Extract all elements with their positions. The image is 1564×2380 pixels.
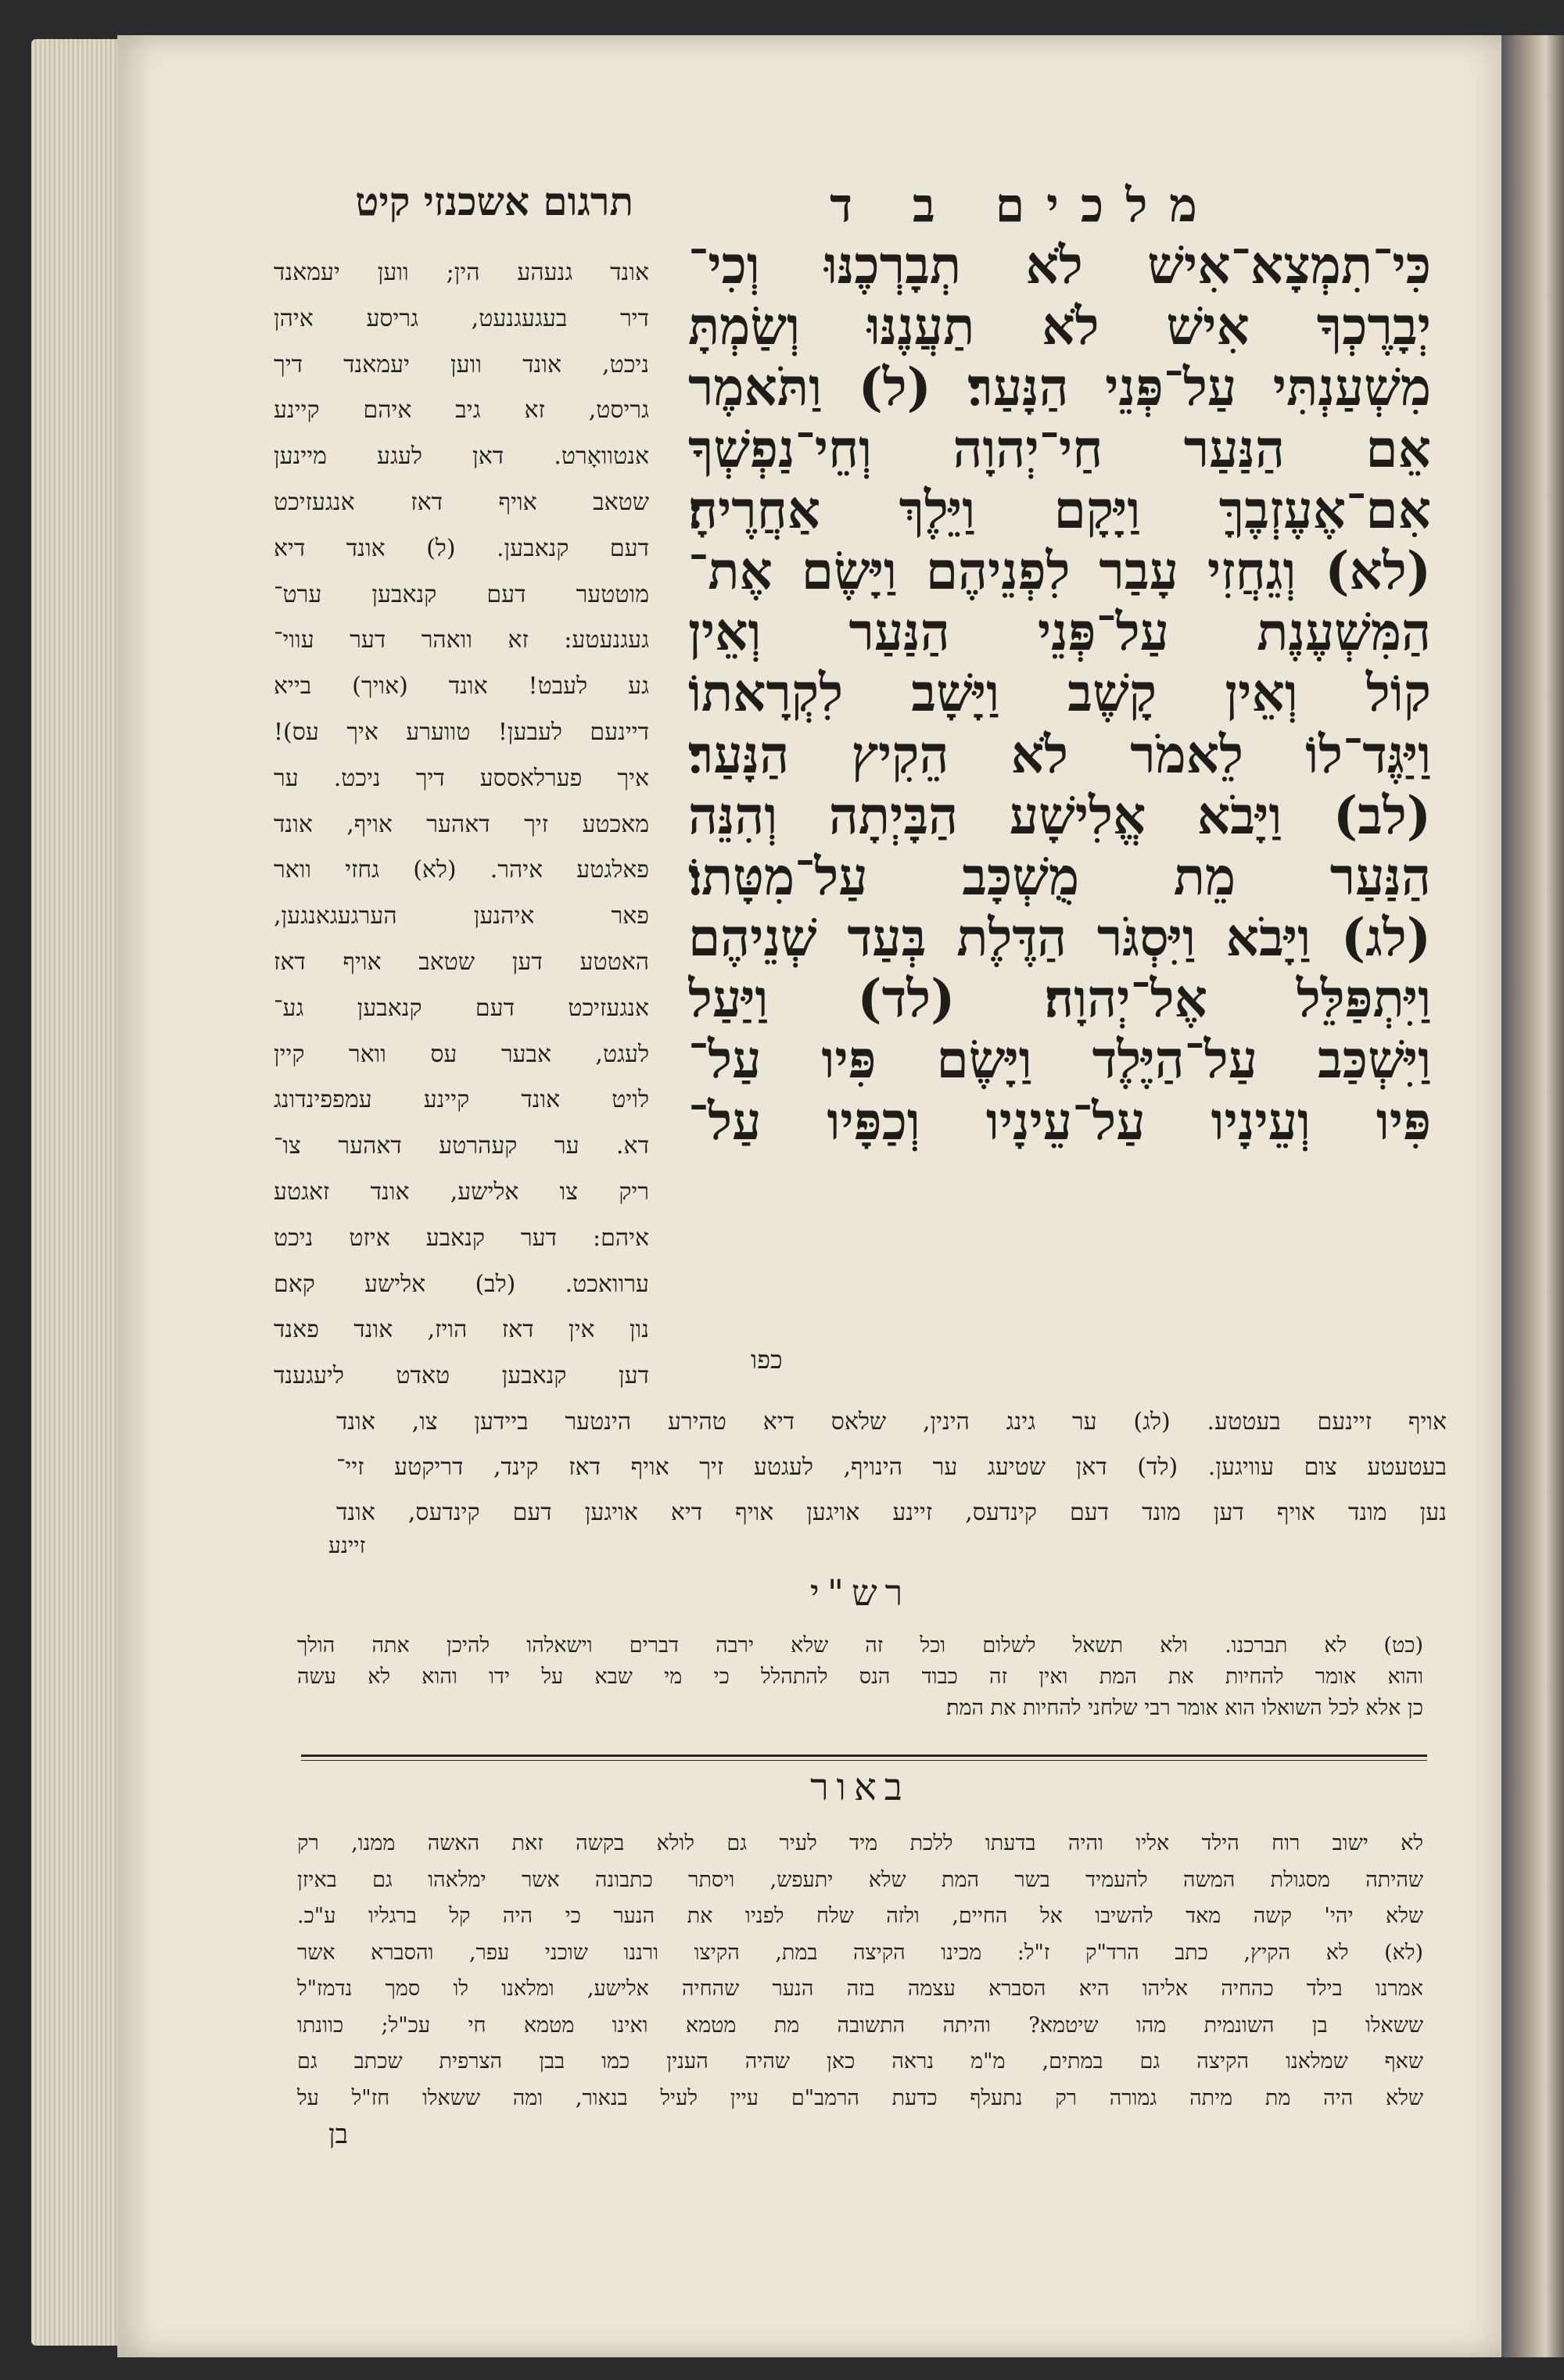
section-divider-thin: [301, 1760, 1427, 1761]
yiddish-line: מוטטער דעם קנאבען ערט־: [274, 580, 649, 608]
yiddish-line: לויט אונד קיינע עמפפינדונג: [274, 1086, 649, 1114]
yiddish-line: נון אין דאז הויז, אונד פאנד: [274, 1316, 649, 1344]
rashi-heading: רש"י: [809, 1572, 911, 1614]
hebrew-line: אִם־אֶעֶזְבֶךָּ וַיָּקָם וַיֵּלֶךְ אַחֲרֶיהָ׃: [688, 479, 1431, 540]
biur-heading: באור: [810, 1765, 910, 1809]
biur-line: לא ישוב רוח הילד אליו והיה בדעתו ללכת מיד לעיר גם לולא בקשה זאת האשה ממנו, רק: [297, 1831, 1423, 1855]
yiddish-line: דיינעם לעבען! טווערע איך עס)!: [274, 718, 649, 746]
section-divider: [301, 1755, 1427, 1757]
yiddish-line: מאכטע זיך דאהער אויף, אונד: [274, 810, 649, 838]
yiddish-line: ריק צו אלישע, אונד זאגטע: [274, 1177, 649, 1206]
biur-line: שאף שמלאנו הקיצה גם במתים, מ"מ נראה כאן שהיה הענין כמו בבן הצרפית שכתב גם: [297, 2049, 1423, 2074]
hebrew-line: כִּי־תִמְצָא־אִישׁ לֹא תְבָרְכֶנּוּ וְכִי־: [688, 235, 1431, 296]
hebrew-line: הַמִּשְׁעֶנֶת עַל־פְּנֵי הַנַּעַר וְאֵין: [688, 601, 1431, 663]
hebrew-line: וַיַּגֶּד־לוֹ לֵאמֹר לֹא הֵקִיץ הַנָּעַר׃: [688, 723, 1431, 785]
yiddish-full-line: אויף זיינעם בעטטע. (לג) ער גינג הינין, שלאס דיא טהירע הינטער ביידען צו, אונד: [336, 1408, 1447, 1436]
biur-line: שלא היה מת מיתה גמורה רק נתעלף כדעת הרמב"ם עיין לעיל בנאור, ומה ששאלו חז"ל על: [297, 2085, 1423, 2110]
biur-line: אמרנו בילד כהחיה אליהו היא הסברא עצמה בזה הנער שהחיה אלישע, ומלאנו לו סמך נדמז"ל: [297, 1977, 1423, 2001]
yiddish-line: שטאב אויף דאז אנגעזיכט: [274, 488, 649, 516]
yiddish-full-line: בעטעטע צום עוויגען. (לד) דאן שטיעג ער הינויף, לעגטע זיך אויף דאז קינד, דריקטע זיי־: [336, 1453, 1447, 1481]
hebrew-line: הַנַּעַר מֵת מֻשְׁכָּב עַל־מִטָּתוֹ׃: [688, 845, 1431, 907]
hebrew-catchword: כפו: [751, 1345, 783, 1375]
biur-catchword: בן: [328, 2119, 349, 2150]
book-page-edges: [31, 39, 125, 2346]
yiddish-line: גע לעבט! אונד (אויך) בייא: [274, 672, 649, 701]
targum-title-header: תרגום אשכנזי קיט: [355, 178, 633, 224]
yiddish-line: דיר בעגעגנעט, גריסע איהן: [274, 304, 649, 332]
yiddish-line: איך פערלאססע דיך ניכט. ער: [274, 764, 649, 792]
biur-line: שלא יהי' קשה מאד להשיבו אל החיים, ולזה שלח לפניו את הנער כי היה קל ברגליו ע"כ.: [297, 1904, 1423, 1928]
yiddish-line: איהם: דער קנאבע איזט ניכט: [274, 1224, 649, 1252]
book-title-header: מלכים ב ד: [830, 178, 1219, 233]
hebrew-line: וַיִּתְפַּלֵּל אֶל־יְהוָה׃ (לד) וַיַּעַל: [688, 968, 1431, 1030]
biur-commentary: [297, 1826, 1423, 2117]
hebrew-line: קוֹל וְאֵין קָשֶׁב וַיָּשָׁב לִקְרָאתוֹ: [688, 662, 1431, 724]
yiddish-line: פאלגטע איהר. (לא) גחזי וואר: [274, 856, 649, 884]
hebrew-line: (לב) וַיָּבֹא אֱלִישָׁע הַבָּיְתָה וְהִנֵּה: [688, 784, 1431, 846]
yiddish-translation-column: [274, 250, 649, 1400]
yiddish-line: דעם קנאבען. (ל) אונד דיא: [274, 534, 649, 562]
yiddish-line: אנגעזיכט דעם קנאבען גע־: [274, 994, 649, 1022]
rashi-line: כן אלא לכל השואלו הוא אומר רבי שלחני להחיות את המת׃: [946, 1696, 1423, 1720]
yiddish-line: דא. ער קעהרטע דאהער צו־: [274, 1132, 649, 1160]
biur-line: ששאלו בן השונמית מהו שיטמא? והיתה התשובה מת מטמא ואינו מטמא חי עכ"ל; כוונתו: [297, 2013, 1423, 2038]
hebrew-line: פִּיו וְעֵינָיו עַל־עֵינָיו וְכַפָּיו עַל־: [688, 1090, 1431, 1152]
yiddish-catchword: זיינע: [328, 1532, 366, 1558]
yiddish-line: אנטוואָרט. דאן לעגע מיינען: [274, 443, 649, 471]
hebrew-line: מִשְׁעַנְתִּי עַל־פְּנֵי הַנָּעַר׃ (ל) וַתֹּאמֶר: [688, 357, 1431, 418]
yiddish-full-width-block: [336, 1400, 1447, 1536]
yiddish-line: האטטע דען שטאב אויף דאז: [274, 948, 649, 976]
yiddish-line: לעגט, אבער עס וואר קיין: [274, 1040, 649, 1068]
rashi-line: (כט) לא תברכנו. ולא תשאל לשלום וכל זה שלא ירבה דברים וישאלהו להיכן אתה הולך: [297, 1633, 1423, 1658]
hebrew-line: (לא) וְגֵחֲזִי עָבַר לִפְנֵיהֶם וַיָּשֶׂם אֶת־: [688, 539, 1431, 601]
hebrew-text-column: [688, 235, 1431, 1152]
yiddish-line: אונד גנעהע הין; ווען יעמאנד: [274, 259, 649, 286]
yiddish-line: דען קנאבען טאדט ליעגענד: [274, 1362, 649, 1390]
yiddish-line: גריסט, זא גיב איהם קיינע: [274, 396, 649, 425]
hebrew-line: יְבָרֶכְךָ אִישׁ לֹא תַעֲנֶנּוּ וְשַׂמְתָּ: [688, 296, 1431, 357]
rashi-commentary: [297, 1630, 1423, 1724]
book-spine-gutter: [1501, 35, 1564, 2357]
yiddish-line: פאר איהנען הערגעגאנגען,: [274, 902, 649, 930]
yiddish-full-line: נען מונד אויף דען מונד דעם קינדעס, זיינע אויגען אויף דיא אויגען דעם קינדעס, אונד: [336, 1499, 1447, 1526]
rashi-line: והוא אומר להחיות את המת ואין זה כבוד הנס להתהלל כי מי שבא על ידו והוא לא עשה: [297, 1665, 1423, 1689]
hebrew-line: וַיִּשְׁכַּב עַל־הַיֶּלֶד וַיָּשֶׂם פִּיו עַל־: [688, 1029, 1431, 1091]
biur-line: שהיתה מסגולת המשה להעמיד בשר המת שלא יתעפש, ויסתר כתבונה אשר ימלאהו גם באיזן: [297, 1867, 1423, 1892]
biur-line: (לא) לא הקיץ, כתב הרד"ק ז"ל: מכינו הקיצה במת, הקיצו ורננו שוכני עפר, והסברא אשר: [297, 1940, 1423, 1965]
hebrew-line: (לג) וַיָּבֹא וַיִּסְגֹּר הַדֶּלֶת בְּעַד שְׁנֵיהֶם: [688, 907, 1431, 969]
yiddish-line: ניכט, אונד ווען יעמאנד דיך: [274, 350, 649, 378]
yiddish-line: ערוואכט. (לב) אלישע קאם: [274, 1270, 649, 1298]
yiddish-line: געגנעטע: זא וואהר דער עווי־: [274, 626, 649, 654]
hebrew-line: אֵם הַנַּעַר חַי־יְהוָה וְחֵי־נַפְשְׁךָ: [688, 418, 1431, 479]
